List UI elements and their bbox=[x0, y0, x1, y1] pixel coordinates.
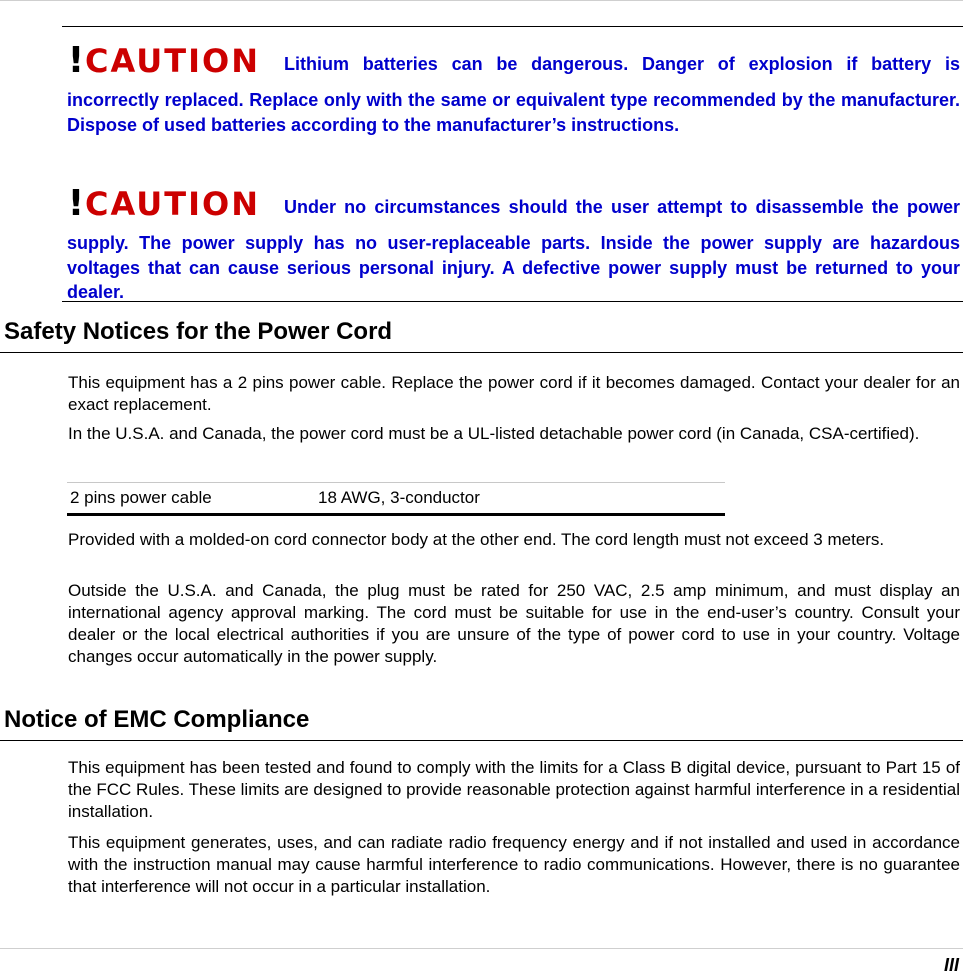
caution-paragraph bbox=[67, 40, 960, 137]
power-cord-paragraph: In the U.S.A. and Canada, the power cord must be a UL-listed detachable power cord (in Canada, CSA-certified). bbox=[68, 424, 920, 443]
power-cord-paragraph: Outside the U.S.A. and Canada, the plug must be rated for 250 VAC, 2.5 amp minimum, and must display an international agency approval marking. The cord must be suitable for use in the end-user’s country. Consult your dealer or the local electrical authorities if you are unsure of the type of power cord to use in your country. Voltage changes occur automatically in the power supply. bbox=[68, 581, 960, 666]
caution-text: Lithium batteries can be dangerous. Danger of explosion if battery is incorrectly replaced. Replace only with the same or equivalent type recommended by the manufacturer. Dispose of used batteries according to the manufacturer’s instructions. bbox=[67, 54, 960, 135]
page-number: III bbox=[943, 955, 959, 975]
section-rule bbox=[0, 352, 963, 353]
caution-word: CAUTION bbox=[85, 42, 260, 80]
caution-bottom-rule bbox=[62, 301, 963, 302]
power-cord-paragraph: Provided with a molded-on cord connector body at the other end. The cord length must not exceed 3 meters. bbox=[68, 530, 885, 549]
footer-divider bbox=[0, 948, 963, 949]
caution-notice-power-supply bbox=[67, 183, 960, 305]
cord-gauge-cell: 18 AWG, 3-conductor bbox=[318, 488, 480, 507]
exclamation-icon: ! bbox=[67, 183, 85, 224]
top-divider bbox=[0, 0, 963, 1]
caution-word: CAUTION bbox=[85, 185, 260, 223]
power-cord-paragraph: This equipment has a 2 pins power cable. Replace the power cord if it becomes damaged. Contact your dealer for an exact replacement. bbox=[68, 373, 960, 414]
caution-paragraph bbox=[67, 183, 960, 305]
section-rule bbox=[0, 740, 963, 741]
exclamation-icon: ! bbox=[67, 40, 85, 81]
cord-type-cell: 2 pins power cable bbox=[70, 488, 212, 507]
caution-logo bbox=[67, 183, 260, 224]
caution-notice-battery bbox=[67, 40, 960, 137]
power-cord-spec-table bbox=[67, 482, 725, 516]
emc-paragraph: This equipment has been tested and found to comply with the limits for a Class B digital device, pursuant to Part 15 of the FCC Rules. These limits are designed to provide reasonable protection against harmful interference in a residential installation. bbox=[68, 758, 960, 821]
caution-logo bbox=[67, 40, 260, 81]
caution-text: Under no circumstances should the user attempt to disassemble the power supply. The power supply has no user-replaceable parts. Inside the power supply are hazardous voltages that can cause serious personal injury. A defective power supply must be returned to your dealer. bbox=[67, 197, 960, 302]
section-title-power-cord: Safety Notices for the Power Cord bbox=[4, 318, 393, 345]
caution-top-rule bbox=[62, 26, 963, 27]
section-title-emc: Notice of EMC Compliance bbox=[4, 706, 310, 733]
emc-paragraph: This equipment generates, uses, and can radiate radio frequency energy and if not installed and used in accordance with the instruction manual may cause harmful interference to radio communications. However, there is no guarantee that interference will not occur in a particular installation. bbox=[68, 833, 960, 896]
